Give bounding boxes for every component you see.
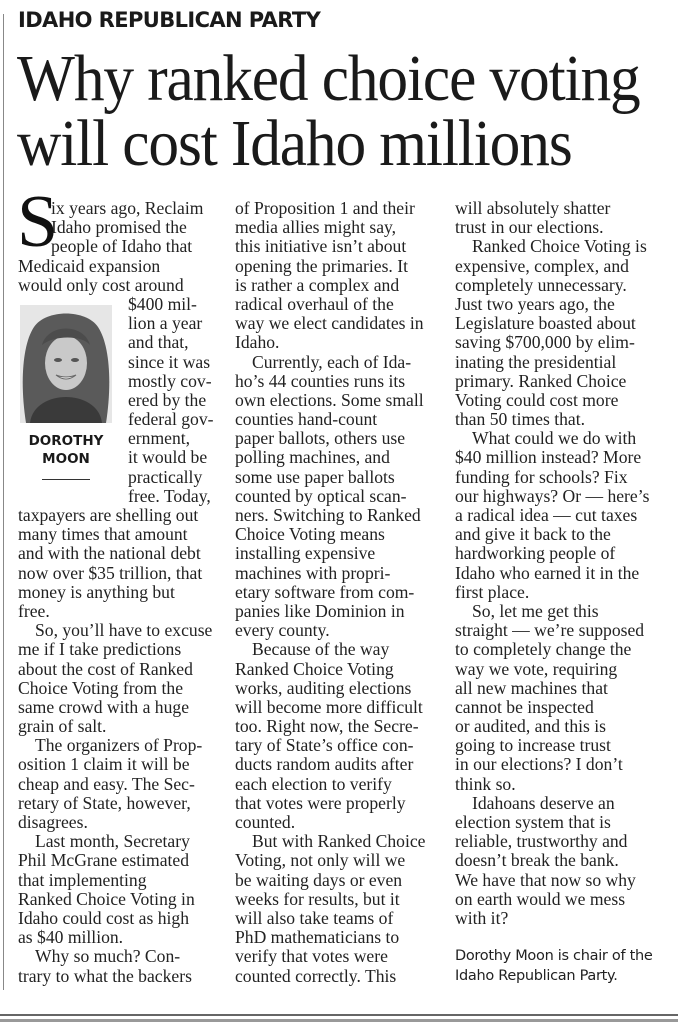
article-line: would only cost around xyxy=(18,274,184,295)
article-line: Choice Voting from the xyxy=(18,677,184,698)
headline-line: Why ranked choice voting xyxy=(17,42,640,115)
article-line: grain of salt. xyxy=(18,716,107,737)
article-line: reliable, trustworthy and xyxy=(455,831,628,852)
article-line: will become more difficult xyxy=(235,696,423,717)
column-rule xyxy=(3,14,4,990)
article-line: machines with propri- xyxy=(235,562,391,583)
article-line: verify that votes were xyxy=(235,946,388,967)
article-line: be waiting days or even xyxy=(235,869,403,890)
article-line: and give it back to the xyxy=(455,524,611,545)
article-line: first place. xyxy=(455,581,530,602)
article-line: So, let me get this xyxy=(472,600,599,621)
article-line: primary. Ranked Choice xyxy=(455,370,627,391)
article-line: $400 mil- xyxy=(128,293,197,314)
article-line: is rather a complex and xyxy=(235,274,400,295)
article-line: election system that is xyxy=(455,812,611,832)
article-line: Medicaid expansion xyxy=(18,255,161,276)
article-line: counted correctly. This xyxy=(235,965,397,986)
spacer xyxy=(455,928,667,947)
article-line: Ranked Choice Voting xyxy=(235,658,394,679)
article-line: going to increase trust xyxy=(455,735,611,756)
author-last-name: MOON xyxy=(42,451,90,467)
article-line: ners. Switching to Ranked xyxy=(235,505,421,525)
article-line: funding for schools? Fix xyxy=(455,466,628,487)
article-line: some use paper ballots xyxy=(235,466,395,487)
article-line: trust in our elections. xyxy=(455,217,604,238)
article-line: tary of State’s office con- xyxy=(235,735,414,756)
article-line: ho’s 44 counties runs its xyxy=(235,370,406,391)
article-line: Last month, Secretary xyxy=(35,831,190,852)
article-line: We have that now so why xyxy=(455,869,636,890)
article-line: will absolutely shatter xyxy=(455,198,611,218)
article-line: since it was xyxy=(128,351,211,372)
drop-cap: S xyxy=(17,181,59,263)
article-line: money is anything but xyxy=(18,581,175,602)
article-line: Because of the way xyxy=(252,639,390,660)
article-line: Idaho who earned it in the xyxy=(455,562,640,583)
article-line: trary to what the backers xyxy=(18,965,192,986)
article-line: So, you’ll have to excuse xyxy=(35,620,213,641)
article-line: polling machines, and xyxy=(235,447,390,468)
article-line: counties hand-count xyxy=(235,409,378,430)
article-line: each election to verify xyxy=(235,773,392,794)
article-line: lion a year xyxy=(128,313,203,334)
bottom-rule xyxy=(0,1014,678,1016)
article-line: our highways? Or — here’s xyxy=(455,485,650,506)
article-line: cheap and easy. The Sec- xyxy=(18,773,195,794)
article-line: to completely change the xyxy=(455,639,632,660)
headline-line: will cost Idaho millions xyxy=(17,107,572,180)
article-line: this initiative isn’t about xyxy=(235,236,407,257)
kicker: IDAHO REPUBLICAN PARTY xyxy=(18,8,321,32)
article-line: me if I take predictions xyxy=(18,639,182,660)
article-line: Currently, each of Ida- xyxy=(252,351,412,372)
article-line: PhD mathematicians to xyxy=(235,927,400,948)
article-line: all new machines that xyxy=(455,677,608,698)
article-line: will also take teams of xyxy=(235,907,394,928)
article-line: opening the primaries. It xyxy=(235,255,408,276)
article-line: now over $35 trillion, that xyxy=(18,562,203,583)
article-line: installing expensive xyxy=(235,543,376,564)
article-line: etary software from com- xyxy=(235,581,415,602)
article-line: radical overhaul of the xyxy=(235,293,394,314)
article-line: expensive, complex, and xyxy=(455,255,629,276)
article-line: ered by the xyxy=(128,389,207,410)
article-line: or audited, and this is xyxy=(455,716,606,737)
article-line: and with the national debt xyxy=(18,543,201,564)
article-line: federal gov- xyxy=(128,409,214,430)
article-line: doesn’t break the bank. xyxy=(455,850,619,871)
article-line: But with Ranked Choice xyxy=(252,831,426,852)
article-line: many times that amount xyxy=(18,524,188,545)
article-line: Idaho. xyxy=(235,332,280,353)
article-line: Idaho promised the xyxy=(51,217,187,238)
article-line: works, auditing elections xyxy=(235,677,412,698)
article-line: that implementing xyxy=(18,869,147,890)
article-line: practically xyxy=(128,466,203,487)
article-line: retary of State, however, xyxy=(18,792,191,813)
article-line: too. Right now, the Secre- xyxy=(235,716,419,737)
article-line: it would be xyxy=(128,447,208,468)
article-line: in our elections? I don’t xyxy=(455,754,623,775)
author-first-name: DOROTHY xyxy=(28,433,104,449)
article-line: of Proposition 1 and their xyxy=(235,198,415,218)
article-line: The organizers of Prop- xyxy=(35,735,203,756)
article-line: Just two years ago, the xyxy=(455,293,615,314)
article-column-3 xyxy=(455,199,667,986)
article-line: Idahoans deserve an xyxy=(472,792,615,813)
article-line: counted. xyxy=(235,812,296,832)
article-line: on earth would we mess xyxy=(455,888,626,909)
article-line: straight — we’re supposed xyxy=(455,620,645,641)
article-line: paper ballots, others use xyxy=(235,428,406,449)
article-column-2 xyxy=(235,199,447,986)
article-line: Why so much? Con- xyxy=(35,946,181,967)
article-line: completely unnecessary. xyxy=(455,274,627,295)
article-line: think so. xyxy=(455,773,516,794)
article-line: inating the presidential xyxy=(455,351,617,372)
bottom-rule xyxy=(0,1019,678,1022)
author-tagline: Idaho Republican Party. xyxy=(455,967,618,984)
article-line: a radical idea — cut taxes xyxy=(455,505,638,525)
article-line: disagrees. xyxy=(18,812,88,832)
article-line: panies like Dominion in xyxy=(235,600,405,621)
article-line: every county. xyxy=(235,620,330,641)
article-line: free. Today, xyxy=(128,485,211,506)
article-line: Ranked Choice Voting is xyxy=(472,236,647,257)
article-line: Choice Voting means xyxy=(235,524,385,545)
article-column-1 xyxy=(18,199,223,986)
author-tagline: Dorothy Moon is chair of the xyxy=(455,948,653,965)
article-line: with it? xyxy=(455,907,509,928)
article-line: osition 1 claim it will be xyxy=(18,754,190,775)
article-line: Voting could cost more xyxy=(455,389,619,410)
article-line: way we vote, requiring xyxy=(455,658,618,679)
article-line: Legislature boasted about xyxy=(455,313,636,334)
article-line: $40 million instead? More xyxy=(455,447,642,468)
article-line: that votes were properly xyxy=(235,792,406,813)
article-line: mostly cov- xyxy=(128,370,212,391)
article-line: counted by optical scan- xyxy=(235,485,407,506)
article-line: saving $700,000 by elim- xyxy=(455,332,635,353)
article-line: free. xyxy=(18,600,50,621)
article-line: What could we do with xyxy=(472,428,637,449)
article-line: way we elect candidates in xyxy=(235,313,424,334)
article-line: cannot be inspected xyxy=(455,696,594,717)
article-line: Phil McGrane estimated xyxy=(18,850,190,871)
article-line: ducts random audits after xyxy=(235,754,414,775)
article-line: Ranked Choice Voting in xyxy=(18,888,195,909)
article-line: own elections. Some small xyxy=(235,389,424,410)
article-line: taxpayers are shelling out xyxy=(18,505,199,525)
article-line: about the cost of Ranked xyxy=(18,658,193,679)
article-line: media allies might say, xyxy=(235,217,397,238)
article-line: people of Idaho that xyxy=(51,236,193,257)
article-line: and that, xyxy=(128,332,189,353)
article-line: as $40 million. xyxy=(18,927,124,948)
article-line: same crowd with a huge xyxy=(18,696,189,717)
headline xyxy=(17,42,668,180)
article-line: hardworking people of xyxy=(455,543,616,564)
article-line: Idaho could cost as high xyxy=(18,907,190,928)
article-line: Voting, not only will we xyxy=(235,850,406,871)
article-line: ernment, xyxy=(128,428,191,449)
article-line: weeks for results, but it xyxy=(235,888,400,909)
article-line: than 50 times that. xyxy=(455,409,585,430)
article-line: ix years ago, Reclaim xyxy=(51,198,204,218)
